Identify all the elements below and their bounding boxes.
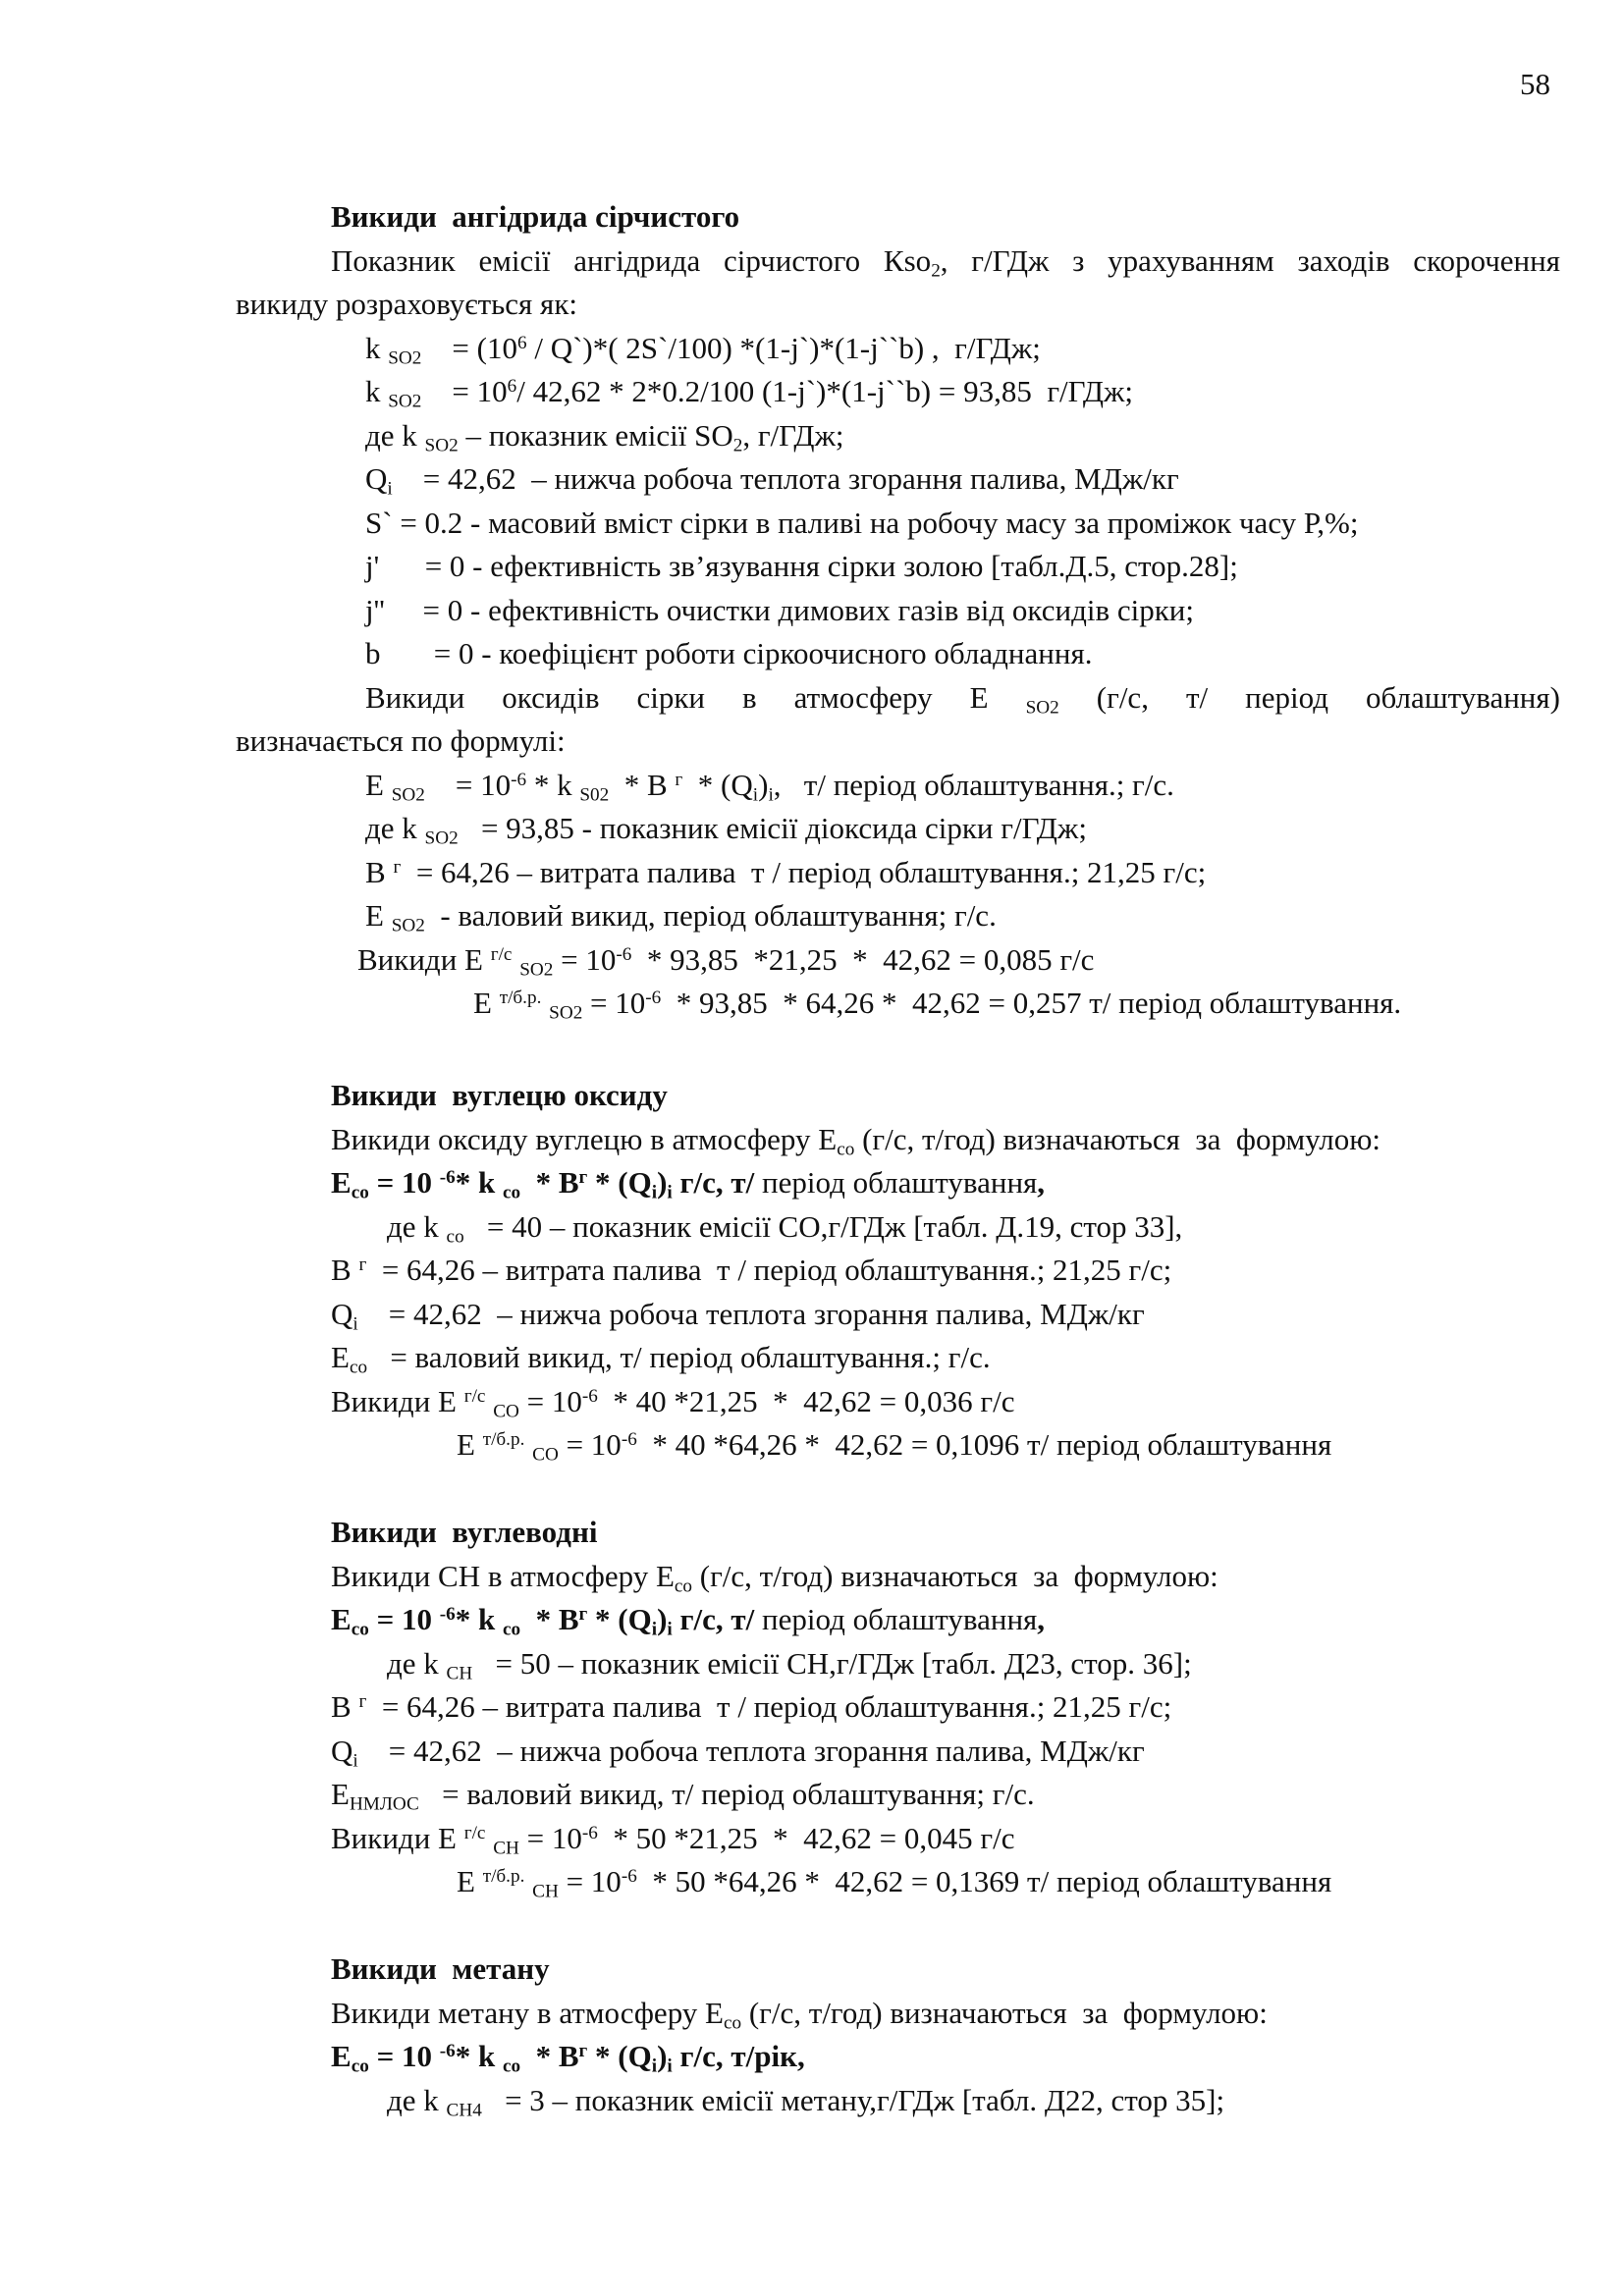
text-run: Е [365, 898, 392, 933]
formula-line [365, 374, 1134, 412]
text-run: (г/с, т/год) визначаються за формулою: [854, 1122, 1381, 1156]
text-run: = 10 [558, 1427, 622, 1462]
text-run: Викиди оксиду вуглецю в атмосферу Е [331, 1122, 838, 1156]
text-run: = 10 [558, 1864, 622, 1898]
text-run: Викиди оксидів сірки в атмосферу Е [365, 680, 1026, 715]
text-run: Е [457, 1864, 483, 1898]
text-run: SO2 [391, 915, 425, 936]
text-run: со [349, 1357, 368, 1378]
text-run: i [667, 2056, 673, 2077]
text-run: СН [493, 1838, 519, 1859]
text-run: = валовий викид, т/ період облаштування; г/с. [418, 1777, 1035, 1811]
text-run: j'' = 0 - ефективність очистки димових газів від оксидів сірки; [365, 593, 1194, 627]
text-run: / 42,62 * 2*0.2/100 (1-j`)*(1-j``b) = 93,85 г/ГДж; [516, 374, 1134, 408]
definition-line [331, 1297, 1145, 1335]
text-run: i [651, 1619, 658, 1640]
result-line [457, 1864, 1332, 1902]
definition-line [331, 1340, 991, 1378]
paragraph-line [331, 1996, 1268, 2034]
text-run: = 10 [368, 1602, 440, 1636]
formula-line [365, 768, 1174, 806]
page-number: 58 [1520, 67, 1550, 101]
text-run: Викиди Е [357, 942, 491, 977]
text-run: S02 [579, 784, 610, 806]
text-run: = 10 [421, 374, 508, 408]
heading-methane [331, 1953, 550, 1984]
text-run [524, 1864, 532, 1898]
text-run: = 10 [368, 2039, 440, 2073]
text-run: г/с [490, 944, 513, 966]
text-run: , г/ГДж з урахуванням заходів скорочення [940, 243, 1560, 278]
text-run: (г/с, т/год) визначаються за формулою: [741, 1996, 1268, 2030]
text-run: (г/с, т/год) визначаються за формулою: [692, 1559, 1218, 1593]
text-run: - валовий викид, період облаштування; г/с. [424, 898, 997, 933]
definition-line [331, 1691, 1171, 1722]
text-run: * k [526, 768, 580, 802]
text-run: Викиди Е [331, 1821, 464, 1855]
text-run: г/с, т/рік, [672, 2039, 805, 2073]
paragraph-line [365, 680, 1560, 719]
paragraph-line [236, 289, 577, 319]
text-run: со [502, 2056, 521, 2077]
definition-line [365, 595, 1194, 625]
text-run: -6 [581, 1386, 598, 1408]
formula-line [331, 2039, 805, 2077]
heading-carbon-monoxide [331, 1080, 668, 1110]
text-run: В [331, 1689, 359, 1724]
text-run: Q [365, 461, 388, 496]
text-run: i [651, 1182, 658, 1203]
text-run: Е [331, 1165, 352, 1200]
paragraph-line [331, 243, 1560, 282]
text-run: со [674, 1575, 693, 1597]
definition-line [387, 1209, 1183, 1248]
text-run: 2 [931, 260, 941, 282]
text-run: період облаштування [754, 1165, 1038, 1200]
text-run: SO2 [388, 391, 422, 412]
definition-line [365, 551, 1238, 581]
paragraph-line [236, 725, 566, 756]
text-run: Q [331, 1734, 353, 1768]
text-run: -6 [439, 1167, 456, 1189]
text-run: , [1037, 1165, 1046, 1200]
formula-line [331, 1165, 1046, 1203]
text-run: = 3 – показник емісії метану,г/ГДж [табл. Д22, стор 35]; [481, 2083, 1225, 2117]
text-run: г [358, 1255, 367, 1276]
text-run: * В [520, 2039, 579, 2073]
text-run: = 40 – показник емісії СО,г/ГДж [табл. Д.19, стор 33], [463, 1209, 1183, 1244]
text-run: ) [657, 1602, 668, 1636]
text-run: , г/ГДж; [742, 418, 844, 453]
text-run: = 50 – показник емісії СН,г/ГДж [табл. Д23, стор. 36]; [472, 1646, 1192, 1681]
text-run: i [768, 784, 774, 806]
result-line [473, 986, 1402, 1024]
text-run: со [502, 1619, 521, 1640]
text-run: -6 [581, 1823, 598, 1844]
text-run: со [723, 2012, 742, 2034]
text-run: Викиди метану в атмосферу Е [331, 1996, 724, 2030]
definition-line [387, 1646, 1192, 1684]
text-run: (г/с, т/ період облаштування) [1058, 680, 1560, 715]
text-run: SO2 [519, 959, 554, 981]
definition-line [365, 461, 1179, 500]
text-run: визначається по формулі: [236, 723, 566, 758]
text-run: г [578, 2041, 588, 2062]
text-run: г [578, 1167, 588, 1189]
text-run: г [675, 770, 683, 791]
text-run: -6 [439, 2041, 456, 2062]
text-run: b = 0 - коефіцієнт роботи сіркоочисного обладнання. [365, 636, 1093, 670]
definition-line [331, 1255, 1171, 1285]
text-run: Е [331, 2039, 352, 2073]
definition-line [365, 898, 997, 936]
text-run: період облаштування [754, 1602, 1038, 1636]
definition-line [387, 2083, 1225, 2121]
text-run: -6 [645, 988, 662, 1009]
text-run: i [667, 1619, 673, 1640]
text-run: * 40 *64,26 * 42,62 = 0,1096 т/ період облаштування [636, 1427, 1332, 1462]
text-run: Е [365, 768, 392, 802]
text-run: -6 [621, 1429, 637, 1451]
text-run: г/с, т/ [672, 1602, 755, 1636]
text-run: со [502, 1182, 521, 1203]
text-run: де k [387, 2083, 447, 2117]
text-run: = 10 [582, 986, 646, 1020]
text-run: де k [365, 811, 425, 845]
text-run: , т/ період облаштування.; г/с. [773, 768, 1174, 802]
text-run: т/б.р. [499, 988, 542, 1009]
text-run: В [331, 1253, 359, 1287]
text-run: = 10 [368, 1165, 440, 1200]
text-run: * 50 *64,26 * 42,62 = 0,1369 т/ період облаштування [636, 1864, 1332, 1898]
text-run: де k [387, 1209, 447, 1244]
text-run: 6 [507, 376, 517, 398]
text-run: = 10 [518, 1384, 582, 1418]
text-run: де k [365, 418, 425, 453]
text-run: Викиди вуглеводні [331, 1515, 598, 1549]
text-run: * В [520, 1602, 579, 1636]
text-run: со [351, 2056, 369, 2077]
text-run: SO2 [424, 435, 459, 456]
definition-line [331, 1734, 1145, 1772]
text-run: i [752, 784, 759, 806]
text-run: В [365, 855, 394, 889]
text-run: * 40 *21,25 * 42,62 = 0,036 г/с [597, 1384, 1015, 1418]
text-run: = 10 [424, 768, 512, 802]
text-run: SO2 [391, 784, 425, 806]
paragraph-line [331, 1559, 1218, 1597]
text-run: = 93,85 - показник емісії діоксида сірки г/ГДж; [458, 811, 1087, 845]
result-line [331, 1821, 1015, 1859]
text-run: ) [657, 2039, 668, 2073]
text-run: = (10 [421, 331, 517, 365]
text-run: SO2 [388, 347, 422, 369]
text-run: Викиди метану [331, 1951, 550, 1986]
text-run: ) [657, 1165, 668, 1200]
text-run: -6 [439, 1604, 456, 1626]
text-run: Е [457, 1427, 483, 1462]
text-run: S` = 0.2 - масовий вміст сірки в паливі на робочу масу за проміжок часу Р,%; [365, 506, 1359, 540]
text-run [541, 986, 549, 1020]
text-run: i [667, 1182, 673, 1203]
definition-line [365, 811, 1087, 849]
text-run: т/б.р. [482, 1429, 525, 1451]
text-run: SO2 [1025, 697, 1059, 719]
text-run: = 10 [518, 1821, 582, 1855]
text-run: i [352, 1750, 358, 1772]
text-run: со [351, 1619, 369, 1640]
text-run: = 64,26 – витрата палива т / період облаштування.; 21,25 г/с; [401, 855, 1207, 889]
text-run: Викиди ангідрида сірчистого [331, 199, 740, 234]
text-run: г [393, 857, 402, 879]
text-run: j' = 0 - ефективність зв’язування сірки золою [табл.Д.5, стор.28]; [365, 549, 1238, 583]
text-run: i [352, 1313, 358, 1335]
text-run: со [837, 1139, 855, 1160]
definition-line [331, 1777, 1035, 1815]
text-run: * 93,85 * 64,26 * 42,62 = 0,257 т/ період облаштування. [661, 986, 1402, 1020]
formula-line [331, 1602, 1046, 1640]
text-run: 6 [516, 333, 527, 354]
text-run: * (Q [587, 2039, 652, 2073]
text-run: -6 [511, 770, 527, 791]
text-run: * k [455, 1165, 503, 1200]
formula-line [365, 331, 1041, 369]
text-run: * (Q [682, 768, 753, 802]
text-run: – показник емісії SO [458, 418, 733, 453]
text-run: -6 [621, 1866, 637, 1888]
text-run: викиду розраховується як: [236, 287, 577, 321]
text-run: СО [493, 1401, 519, 1422]
text-run: со [351, 1182, 369, 1203]
text-run: = 42,62 – нижча робоча теплота згорання палива, МДж/кг [357, 1734, 1145, 1768]
text-run: = 64,26 – витрата палива т / період облаштування.; 21,25 г/с; [366, 1253, 1172, 1287]
text-run: НМЛОС [349, 1793, 419, 1815]
paragraph-line [331, 1122, 1381, 1160]
text-run: i [651, 2056, 658, 2077]
text-run: * В [609, 768, 676, 802]
text-run: * 93,85 *21,25 * 42,62 = 0,085 г/с [631, 942, 1095, 977]
definition-line [365, 507, 1358, 538]
heading-sulfur-dioxide [331, 201, 739, 232]
result-line [331, 1384, 1015, 1422]
text-run: Е [473, 986, 500, 1020]
text-run: ) [758, 768, 769, 802]
text-run: SO2 [549, 1002, 583, 1024]
text-run: = 10 [553, 942, 617, 977]
text-run: k [365, 331, 389, 365]
result-line [357, 942, 1095, 981]
text-run: г [358, 1691, 367, 1713]
text-run: k [365, 374, 389, 408]
text-run: Q [331, 1297, 353, 1331]
text-run: * k [455, 2039, 503, 2073]
text-run: * k [455, 1602, 503, 1636]
text-run: Викиди СН в атмосферу Е [331, 1559, 675, 1593]
text-run: со [446, 1226, 464, 1248]
text-run: г/с [463, 1386, 486, 1408]
text-run: SO2 [424, 828, 459, 849]
text-run: = валовий викид, т/ період облаштування.; г/с. [367, 1340, 991, 1374]
text-run: = 42,62 – нижча робоча теплота згорання палива, МДж/кг [392, 461, 1179, 496]
text-run: Викиди вуглецю оксиду [331, 1078, 668, 1112]
text-run: * В [520, 1165, 579, 1200]
definition-line [365, 857, 1206, 887]
text-run: = 64,26 – витрата палива т / період облаштування.; 21,25 г/с; [366, 1689, 1172, 1724]
text-run: СН [532, 1881, 559, 1902]
text-run: , [1037, 1602, 1046, 1636]
heading-hydrocarbons [331, 1517, 597, 1547]
text-run: Е [331, 1602, 352, 1636]
text-run: СН [446, 1663, 473, 1684]
text-run: СН4 [446, 2100, 482, 2121]
text-run: / Q`)*( 2S`/100) *(1-j`)*(1-j``b) , г/ГДж; [526, 331, 1041, 365]
text-run: i [387, 478, 393, 500]
definition-line [365, 638, 1092, 668]
text-run: Показник емісії ангідрида сірчистого Кso [331, 243, 932, 278]
text-run: Е [331, 1777, 350, 1811]
text-run: = 42,62 – нижча робоча теплота згорання палива, МДж/кг [357, 1297, 1145, 1331]
text-run: СО [532, 1444, 559, 1466]
text-run: г/с, т/ [672, 1165, 755, 1200]
text-run: Е [331, 1340, 350, 1374]
definition-line [365, 418, 844, 456]
text-run: г [578, 1604, 588, 1626]
text-run [524, 1427, 532, 1462]
result-line [457, 1427, 1332, 1466]
text-run: * (Q [587, 1165, 652, 1200]
text-run: -6 [616, 944, 632, 966]
text-run: де k [387, 1646, 447, 1681]
text-run: 2 [732, 435, 743, 456]
text-run: т/б.р. [482, 1866, 525, 1888]
text-run: * (Q [587, 1602, 652, 1636]
text-run: г/с [463, 1823, 486, 1844]
text-run: Викиди Е [331, 1384, 464, 1418]
text-run: * 50 *21,25 * 42,62 = 0,045 г/с [597, 1821, 1015, 1855]
